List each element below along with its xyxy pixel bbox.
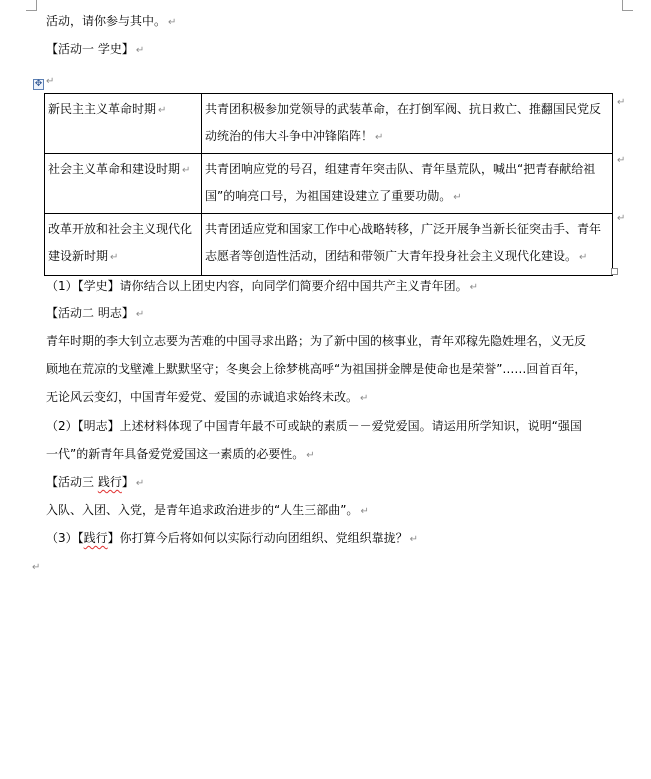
paragraph-mark-icon: ↵ <box>469 282 479 293</box>
paragraph-mark-icon: ↵ <box>110 252 119 263</box>
intro-text: 活动，请你参与其中。 <box>46 14 167 28</box>
page-corner-top-right <box>622 0 633 11</box>
activity3-heading <box>46 474 144 492</box>
spellcheck-word[interactable]: 践行 <box>97 475 122 489</box>
paragraph-mark-icon: ↵ <box>135 309 145 320</box>
table-cell-period[interactable] <box>45 154 202 214</box>
question3-suffix: 】你打算今后将如何以实际行动向团组织、党组织靠拢？ <box>107 531 408 545</box>
table-cell-description[interactable] <box>202 214 613 276</box>
question2-text: 一代”的新青年具备爱党爱国这一素质的必要性。 <box>46 447 305 461</box>
material-text: 顾地在荒凉的戈壁滩上默默坚守；冬奥会上徐梦桃高呼“为祖国拼金牌是使命也是荣誉”……回首百年， <box>46 362 587 376</box>
material-line-2 <box>46 361 586 377</box>
row-end-mark-icon: ↵ <box>617 97 626 108</box>
spellcheck-word[interactable]: 践行 <box>83 531 108 545</box>
table-cell-description[interactable] <box>202 154 613 214</box>
description-text: 共青团适应党和国家工作中心战略转移，广泛开展争当新长征突击手、青年志愿者等创造性活动，团结和带领广大青年投身社会主义现代化建设。 <box>205 222 602 263</box>
paragraph-mark-icon: ↵ <box>158 105 167 116</box>
table-cell-period[interactable] <box>45 214 202 276</box>
description-text: 共青团响应党的号召，组建青年突击队、青年垦荒队，喊出“把青春献给祖国”的响亮口号，为祖国建设建立了重要功勋。 <box>205 162 596 203</box>
table-cell-description[interactable] <box>202 94 613 154</box>
question2-line-2 <box>46 446 315 464</box>
question2-line-1 <box>46 418 582 434</box>
intro-line <box>46 13 176 31</box>
empty-paragraph <box>44 72 54 90</box>
activity3-body-text: 入队、入团、入党，是青年追求政治进步的“人生三部曲”。 <box>46 503 359 517</box>
paragraph-mark-icon: ↵ <box>453 192 462 203</box>
period-text: 改革开放和社会主义现代化建设新时期 <box>48 222 193 263</box>
material-line-3 <box>46 389 368 407</box>
paragraph-mark-icon: ↵ <box>360 393 369 404</box>
activity1-heading-text: 【活动一 学史】 <box>46 42 134 56</box>
paragraph-mark-icon: ↵ <box>579 252 588 263</box>
paragraph-mark-icon: ↵ <box>375 132 384 143</box>
activity3-heading-prefix: 【活动三 <box>46 475 98 489</box>
material-text: 无论风云变幻，中国青年爱党、爱国的赤诚追求始终未改。 <box>46 390 359 404</box>
period-text: 社会主义革命和建设时期 <box>48 162 181 176</box>
paragraph-mark-icon: ↵ <box>306 450 315 461</box>
row-end-mark-icon: ↵ <box>617 213 626 224</box>
paragraph-mark-icon: ↵ <box>182 165 191 176</box>
material-line-1 <box>46 333 586 349</box>
activity2-heading-text: 【活动二 明志】 <box>46 306 134 320</box>
material-text: 青年时期的李大钊立志要为苦难的中国寻求出路；为了新中国的核事业，青年邓稼先隐姓埋名，义无反 <box>46 334 587 348</box>
description-text: 共青团积极参加党领导的武装革命，在打倒军阀、抗日救亡、推翻国民党反动统治的伟大斗争中冲锋陷阵！ <box>205 102 602 143</box>
paragraph-mark-icon: ↵ <box>46 76 55 87</box>
table-move-handle-icon[interactable]: ✥ <box>34 79 43 89</box>
row-end-mark-icon: ↵ <box>617 155 626 166</box>
question1-text: （1）【学史】请你结合以上团史内容，向同学们简要介绍中国共产主义青年团。 <box>46 279 468 293</box>
activity2-heading <box>46 305 144 323</box>
empty-paragraph <box>30 558 40 576</box>
paragraph-mark-icon: ↵ <box>360 506 369 517</box>
paragraph-mark-icon: ↵ <box>409 534 419 545</box>
page-corner-top-left <box>26 0 37 11</box>
activity3-heading-suffix: 】 <box>121 475 134 489</box>
period-text: 新民主主义革命时期 <box>48 102 157 116</box>
question3-prefix: （3）【 <box>46 531 84 545</box>
history-table <box>44 93 613 276</box>
table-cell-period[interactable] <box>45 94 202 154</box>
table-row <box>45 94 613 154</box>
question2-text: （2）【明志】上述材料体现了中国青年最不可或缺的素质－－爱党爱国。请运用所学知识，说明“强国 <box>46 419 582 433</box>
activity3-text <box>46 502 369 520</box>
paragraph-mark-icon: ↵ <box>135 45 145 56</box>
paragraph-mark-icon: ↵ <box>32 562 41 573</box>
table-row <box>45 154 613 214</box>
paragraph-mark-icon: ↵ <box>168 17 177 28</box>
paragraph-mark-icon: ↵ <box>135 478 145 489</box>
table-row <box>45 214 613 276</box>
question3 <box>46 530 418 548</box>
activity1-heading <box>46 41 144 59</box>
question1 <box>46 278 478 296</box>
table-resize-handle[interactable] <box>611 268 618 275</box>
